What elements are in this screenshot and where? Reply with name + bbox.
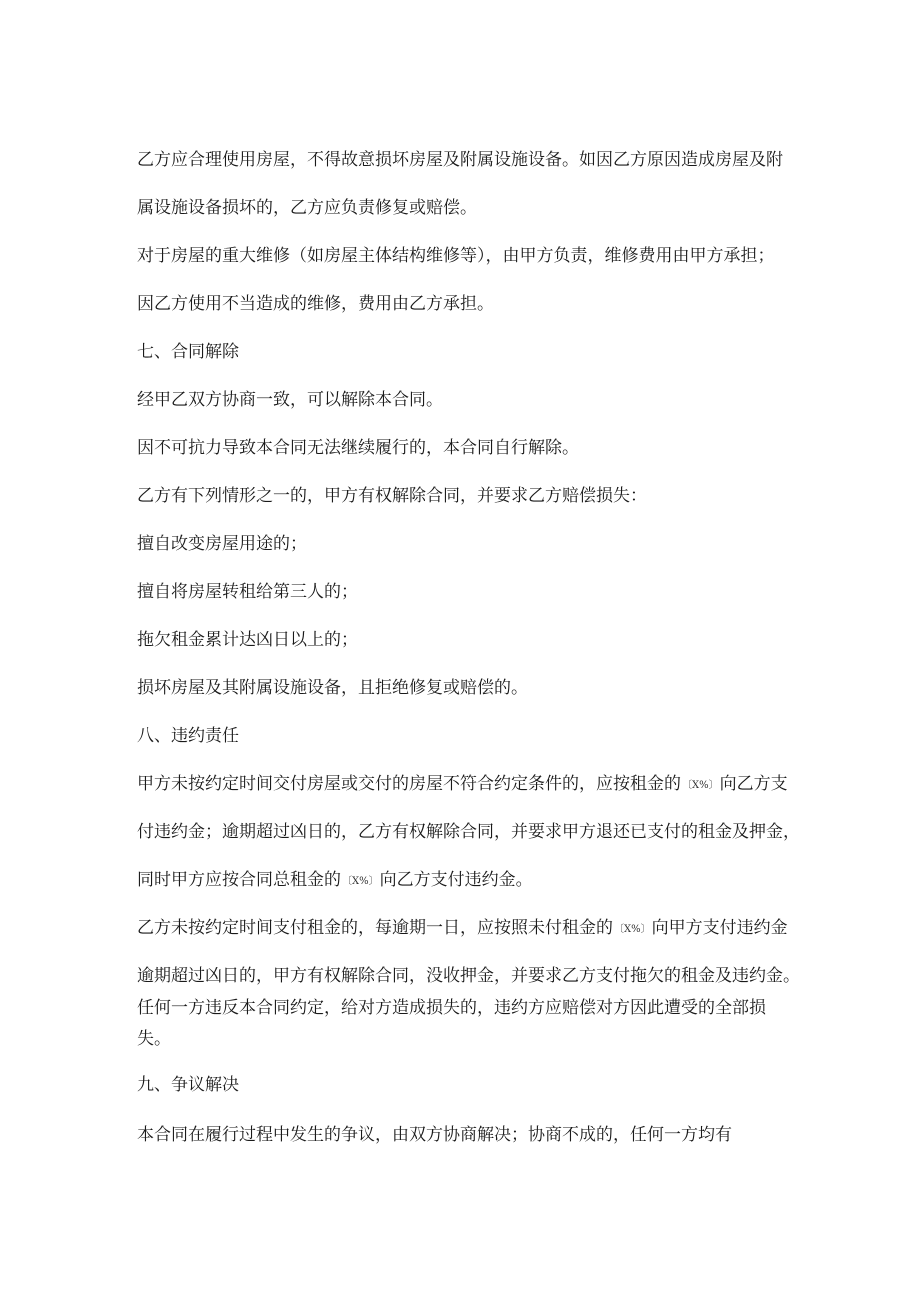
line-text: 同时甲方应按合同总租金的 [137, 870, 341, 890]
list-item: 损坏房屋及其附属设施设备，且拒绝修复或赔偿的。 [137, 678, 528, 698]
paragraph-line: 乙方应合理使用房屋，不得故意损坏房屋及附属设施设备。如因乙方原因造成房屋及附 [137, 150, 783, 170]
paragraph-line: 付违约金；逾期超过凶日的，乙方有权解除合同，并要求甲方退还已支付的租金及押金， [137, 822, 800, 842]
paragraph-line: 属设施设备损坏的，乙方应负责修复或赔偿。 [137, 198, 477, 218]
paragraph-line: 对于房屋的重大维修（如房屋主体结构维修等），由甲方负责，维修费用由甲方承担； [137, 246, 775, 266]
paragraph-line: 经甲乙双方协商一致，可以解除本合同。 [137, 390, 443, 410]
percent-placeholder: 〔X%〕 [342, 876, 379, 887]
percent-placeholder: 〔X%〕 [614, 924, 651, 935]
paragraph-line: 因乙方使用不当造成的维修，费用由乙方承担。 [137, 294, 494, 314]
paragraph-line: 失。 [137, 1029, 171, 1049]
line-text: 向乙方支付违约金。 [379, 870, 533, 890]
paragraph-line: 逾期超过凶日的，甲方有权解除合同，没收押金，并要求乙方支付拖欠的租金及违约金。 [137, 966, 800, 986]
list-item: 拖欠租金累计达凶日以上的； [137, 630, 358, 650]
paragraph-line: 本合同在履行过程中发生的争议，由双方协商解决；协商不成的，任何一方均有 [137, 1125, 732, 1145]
line-text: 向乙方支 [719, 774, 788, 794]
paragraph-line [137, 870, 533, 892]
paragraph-line [137, 774, 788, 796]
line-text: 甲方未按约定时间交付房屋或交付的房屋不符合约定条件的，应按租金的 [137, 774, 681, 794]
section-heading: 七、合同解除 [137, 342, 239, 362]
paragraph-line: 乙方有下列情形之一的，甲方有权解除合同，并要求乙方赔偿损失： [137, 486, 647, 506]
line-text: 向甲方支付违约金 [651, 918, 788, 938]
paragraph-line: 因不可抗力导致本合同无法继续履行的，本合同自行解除。 [137, 438, 579, 458]
percent-placeholder: 〔X%〕 [682, 780, 719, 791]
list-item: 擅自改变房屋用途的； [137, 534, 307, 554]
line-text: 乙方未按约定时间支付租金的，每逾期一日，应按照未付租金的 [137, 918, 613, 938]
paragraph-line: 任何一方违反本合同约定，给对方造成损失的，违约方应赔偿对方因此遭受的全部损 [137, 998, 766, 1018]
paragraph-line [137, 918, 788, 940]
section-heading: 八、违约责任 [137, 726, 239, 746]
list-item: 擅自将房屋转租给第三人的； [137, 582, 358, 602]
section-heading: 九、争议解决 [137, 1075, 239, 1095]
